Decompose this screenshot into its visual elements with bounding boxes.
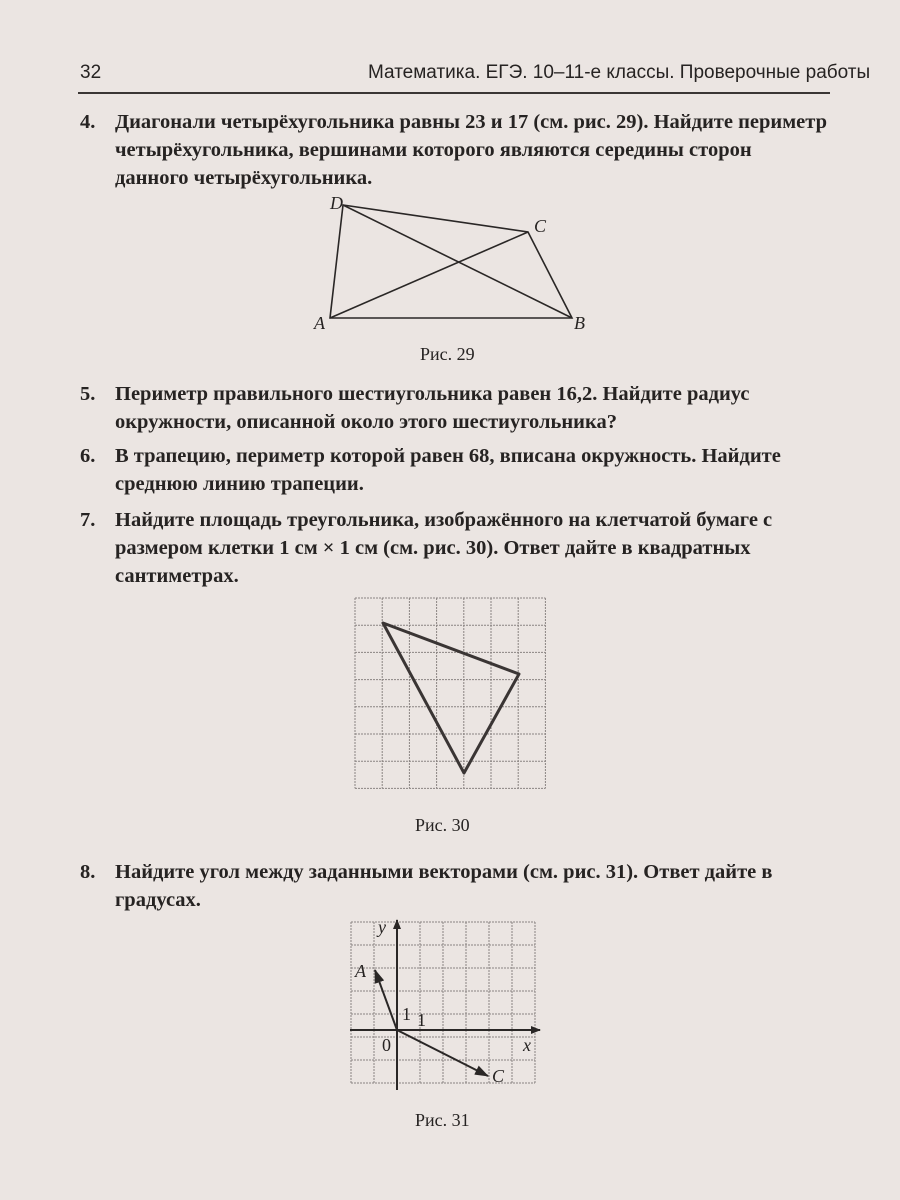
task-7 (80, 506, 830, 590)
task-text: Диагонали четырёхугольника равны 23 и 17 (см. рис. 29). Найдите периметр четырёхугольника, вершинами которого являются середины сторон данного четырёхугольника. (115, 111, 827, 189)
task-4 (80, 108, 830, 192)
task-number: 4. (80, 111, 96, 133)
figure-31-caption: Рис. 31 (415, 1110, 470, 1130)
task-text: Периметр правильного шестиугольника равен 16,2. Найдите радиус окружности, описанной около этого шестиугольника? (115, 383, 750, 433)
header-rule (78, 92, 830, 94)
figure-31-vectors (340, 915, 550, 1095)
task-number: 8. (80, 861, 96, 883)
running-title: Математика. ЕГЭ. 10–11-е классы. Проверочные работы (368, 62, 871, 83)
vector-label-a: A (355, 961, 366, 981)
figure-30-grid-triangle (350, 594, 550, 790)
origin-label: 0 (382, 1035, 391, 1055)
task-number: 5. (80, 383, 96, 405)
axis-label-y: y (378, 917, 386, 937)
vertex-label-a: A (314, 313, 325, 333)
figure-29-quadrilateral (310, 190, 600, 335)
axis-label-x: x (523, 1035, 531, 1055)
unit-label-y: 1 (402, 1004, 411, 1024)
task-text: Найдите угол между заданными векторами (см. рис. 31). Ответ дайте в градусах. (115, 861, 773, 911)
task-6 (80, 442, 830, 498)
task-8 (80, 858, 830, 914)
figure-30-caption: Рис. 30 (415, 815, 470, 835)
unit-label-x: 1 (417, 1010, 426, 1030)
task-number: 7. (80, 509, 96, 531)
vector-label-c: C (492, 1066, 505, 1086)
vertex-label-b: B (574, 313, 585, 333)
task-text: Найдите площадь треугольника, изображённого на клетчатой бумаге с размером клетки 1 см × 1 см (см. рис. 30). Ответ дайте в квадратных сантиметрах. (115, 509, 773, 587)
page-number: 32 (80, 62, 102, 83)
vertex-label-c: C (534, 216, 547, 236)
task-number: 6. (80, 445, 96, 467)
vertex-label-d: D (330, 193, 343, 213)
figure-29-caption: Рис. 29 (420, 344, 475, 364)
task-5 (80, 380, 830, 436)
task-text: В трапецию, периметр которой равен 68, вписана окружность. Найдите среднюю линию трапеции. (115, 445, 781, 495)
